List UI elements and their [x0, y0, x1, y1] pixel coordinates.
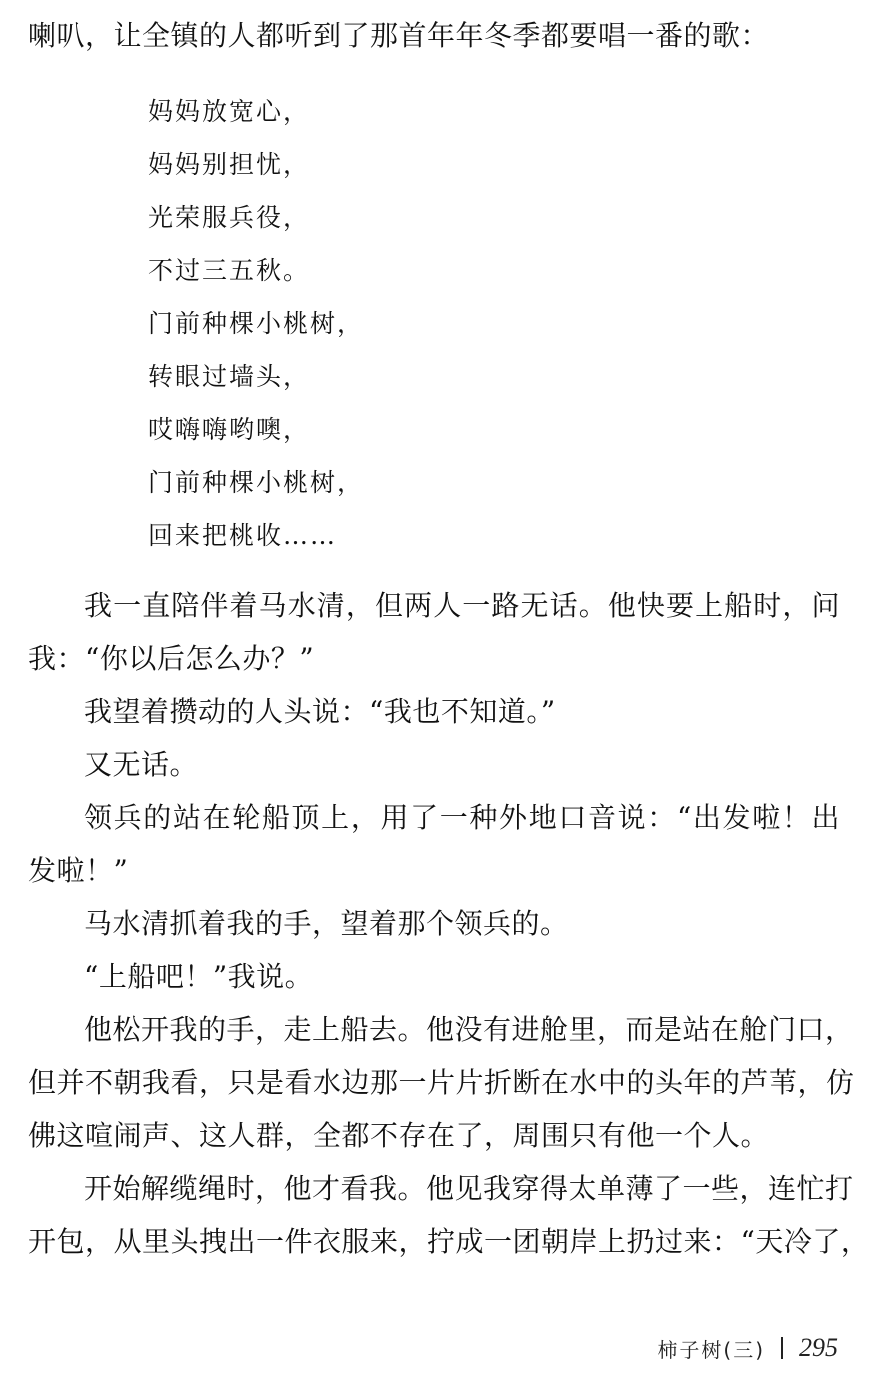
paragraph-line: 但并不朝我看，只是看水边那一片片折断在水中的头年的芦苇，仿 — [28, 1066, 855, 1099]
paragraph-line: 又无话。 — [84, 748, 199, 781]
song-line: 门前种棵小桃树， — [148, 468, 365, 497]
song-line: 哎嗨嗨哟噢， — [148, 415, 311, 444]
paragraph-line: 我望着攒动的人头说：“我也不知道。” — [84, 695, 556, 728]
page-footer — [657, 1328, 838, 1368]
paragraph-line: 开包，从里头拽出一件衣服来，拧成一团朝岸上扔过来：“天冷了， — [28, 1225, 870, 1258]
intro-line: 喇叭，让全镇的人都听到了那首年年冬季都要唱一番的歌： — [28, 19, 770, 52]
paragraph-line: 我一直陪伴着马水清，但两人一路无话。他快要上船时，问 — [84, 589, 840, 622]
song-line: 门前种棵小桃树， — [148, 309, 365, 338]
song-line: 妈妈别担忧， — [148, 150, 311, 179]
running-title: 柿子树(三) — [657, 1337, 765, 1362]
paragraph-line: 开始解缆绳时，他才看我。他见我穿得太单薄了一些，连忙打 — [84, 1172, 854, 1205]
page-number: 295 — [799, 1333, 838, 1362]
footer-divider — [781, 1337, 783, 1359]
paragraph-line: 我：“你以后怎么办？” — [28, 642, 315, 675]
paragraph-line: 他松开我的手，走上船去。他没有进舱里，而是站在舱门口， — [84, 1013, 854, 1046]
song-line: 妈妈放宽心， — [148, 97, 311, 126]
song-line: 光荣服兵役， — [148, 203, 311, 232]
paragraph-line: 马水清抓着我的手，望着那个领兵的。 — [84, 907, 569, 940]
paragraph-line: 领兵的站在轮船顶上，用了一种外地口音说：“出发啦！出 — [84, 801, 840, 834]
paragraph-line: “上船吧！”我说。 — [84, 960, 314, 993]
song-line: 不过三五秋。 — [148, 256, 311, 285]
paragraph-line: 发啦！” — [28, 854, 129, 887]
paragraph-line: 佛这喧闹声、这人群，全都不存在了，周围只有他一个人。 — [28, 1119, 770, 1152]
song-line: 回来把桃收…… — [148, 521, 338, 550]
song-line: 转眼过墙头， — [148, 362, 311, 391]
